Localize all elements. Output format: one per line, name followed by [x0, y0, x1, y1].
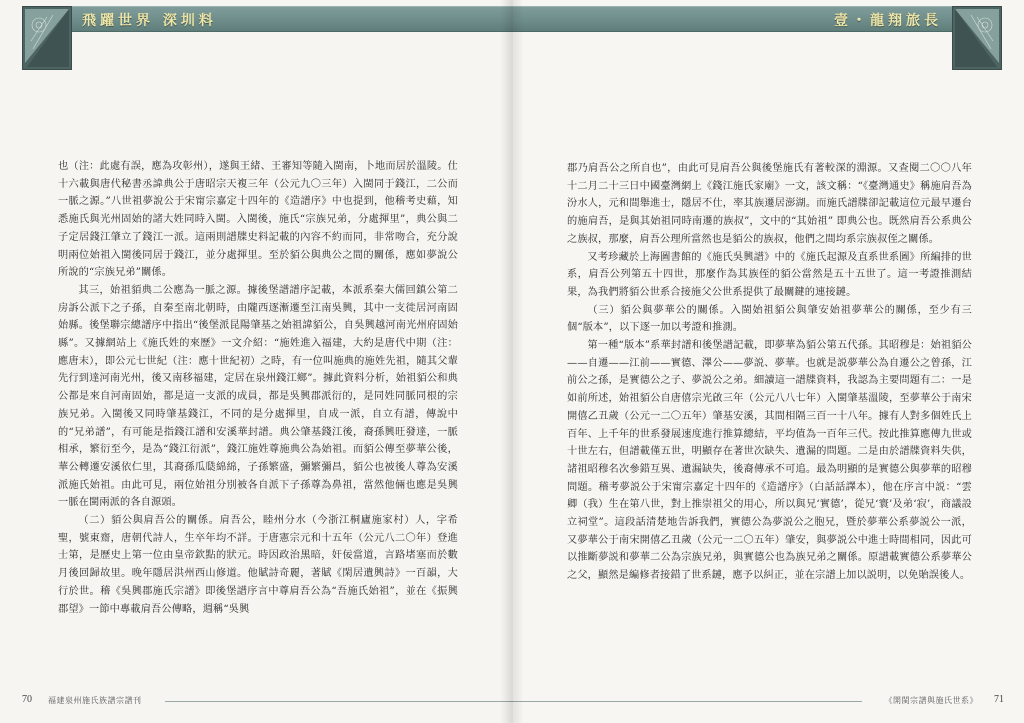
right-paragraph-3: （三）貊公與夢華公的關係。入閩始祖貊公與肇安始祖夢華公的關係，至少有三個“版本”，以下逐一加以考證和推測。 — [567, 304, 972, 334]
left-paragraph-3: （二）貊公與肩吾公的關係。肩吾公，睦州分水（今浙江桐廬施家村）人，字希聖，號東齋，唐朝代詩人，生卒年均不詳。于唐憲宗元和十五年（公元八二〇年）登進士第，是歷史上第一位由皇帝欽點的狀元。時因政治黑暗，奸佞當道，言路堵塞而於數月後回歸故里。晚年隱居洪州西山修道。他賦詩奇麗，著賦《閑居遺興詩》一百韻，大行於世。稽《吳興郡施氏宗譜》即後堡譜序言中尊肩吾公為“吾施氏始祖”，並在《振興郡望》一節中專載肩吾公傳略，週稱“吳興 — [58, 515, 458, 615]
right-paragraph-2: 又考珍藏於上海圖書館的《施氏吳興譜》中的《施氏起源及直系世系圖》所編排的世系，肩吾公列第五十四世，那麼作為其族侄的貊公當然是五十五世了。這一考證推測結果，為我們將貊公世系合接施父公世系提供了最關鍵的連接鏈。 — [567, 251, 972, 298]
right-page-number: 71 — [994, 694, 1004, 705]
left-corner-emblem-icon — [22, 6, 72, 70]
right-footer-rule — [512, 701, 862, 702]
right-header-title: 壹・龍翔旅長 — [834, 13, 942, 29]
right-paragraph-4: 第一種“版本”系華封譜和後堡譜記載，即夢華為貊公第五代孫。其昭穆是：始祖貊公——自遷——江前——實德、澤公——夢説、夢華。也就是説夢華公為自遷公之曾孫，江前公之孫，是實德公之子、夢説公之弟。細讀這一譜牒資料，我認為主要問題有二：一是如前所述，始祖貊公自唐僖宗光啟三年（公元八八七年）入閩肇基溫陵，至夢華公于南宋開僖乙丑歲（公元一二〇五年）肇基安溪，其間相隔三百一十八年。據有人對多個姓氏上百年、上千年的世系發展速度進行推算總結，平均值為一百年三代。按此推算應傳九世或十世左右，但譜載僅五世，明顯存在著世次缺失、遺漏的問題。二是由於譜牒資料失供，諸祖昭穆名次參錯互異、遺漏缺失，後裔傳承不可追。最為明顯的是實德公與夢華的昭穆問題。稽考夢説公于宋甯宗嘉定十四年的《造譜序》（白話話譯本），他在序言中説：“雲卿（我）生在第八世，對上推崇祖父的用心，所以與兄‘實德’，從兄‘寰’及弟‘寂’，商議設立祠堂”。這段話清楚地告訴我們，實德公為夢説公之胞兄，暨於夢華公系夢説公一派，又夢華公于南宋開僖乙丑歲（公元一二〇五年）肇安，與夢説公中進士時間相同，因此可以推斷夢説和夢華二公為宗族兄弟，與實德公也為族兄弟之關係。原譜載實德公系夢華公之父，顯然是編修者接錯了世系鏈，應予以糾正，並在宗譜上加以説明，以免貽誤後人。 — [567, 340, 972, 582]
left-footer-rule — [165, 701, 512, 702]
right-page — [512, 0, 1024, 723]
right-paragraph-1: 郡乃肩吾公之所自也”，由此可見肩吾公與後堡施氏有著較深的淵源。又查閱二〇〇八年十二月二十三日中國臺灣網上《錢江施氏家廟》一文，該文稱：“《臺灣通史》稱施肩吾為汾水人，元和間舉進士，隱居不仕，率其族遷居澎湖。而施氏譜牒卻記載這位元最早遷台的施肩吾，是與其始祖同時南遷的族叔”，文中的“其始祖” 即典公也。既然肩吾公系典公之族叔，那麼，肩吾公理所當然也是貊公的族叔，他們之間均系宗族叔侄之關係。 — [567, 163, 972, 245]
left-paragraph-2: 其三，始祖貊典二公應為一脈之源。據後堡譜譜序記載，本派系秦大儒回鎮公第二房訴公派下之子孫，自秦至南北朝時，由隴西逐漸遷至江南吳興，其中一支徙居河南固始縣。後堡聯宗總譜序中指出“後堡派昆陽肇基之始祖諱貊公，自吳興越河南光州府固始縣”。又據網站上《施氏姓的來歷》一文介紹：“施姓進入福建，大約是唐代中期（注：應唐末），即公元七世紀（注：應十世紀初）之時，有一位叫施典的施姓先祖，隨其父輩先行到達河南光州，後又南移福建，定居在泉州錢江鄉”。據此資料分析，始祖貊公和典公都是來自河南固始，都是這一支派的成員，都是吳興郡派衍的，是同姓同脈同根的宗族兄弟。入閩後又同時肇基錢江，不同的是分處揮里，自成一派，自立有譜，傳說中的“兄弟譜”，有可能是指錢江譜和安溪華封譜。典公肇基錢江後，裔孫興旺發達，一脈相承，繁衍至今，是為“錢江衍派”，錢江施姓尊施典公為始祖。而貊公傳至夢華公後，華公轉遷安溪依仁里，其裔孫瓜瓞綿綿，子孫繁盛，彌繁彌昌，貊公也被後人尊為安溪派施氏始祖。由此可見，兩位始祖分別被各自派下子孫尊為鼻祖，當然他倆也應是吳興一脈在閩兩派的各自源頭。 — [58, 284, 458, 509]
right-corner-emblem-icon — [952, 6, 1002, 70]
left-paragraph-1: 也（注：此處有誤，應為攻彰州），遂與王緒、王審知等隨入閩南，卜地而居於溫陵。仕十六載與唐代秘書丞諱典公于唐昭宗天複三年（公元九〇三年）入閩同于錢江，二公而一脈之源。”八世祖夢說公于宋甯宗嘉定十四年的《造譜序》中也提到，他稽考史藉，知悉施氏與光州固始的諸大姓同時入閩。入閩後，施氏“宗族兄弟，分處揮里”，典公與二子定居錢江肇立了錢江一派。這兩則譜牒史料記載的內容不約而同，非常吻合，充分說明兩位始祖入閩後同居于錢江，並分處揮里。至於貊公與典公之間的關係，應如夢說公所說的“宗族兄弟”關係。 — [58, 161, 458, 279]
right-header-band — [512, 6, 1002, 32]
left-header-band — [22, 6, 512, 32]
left-header-title: 飛躍世界 深圳料 — [82, 13, 217, 29]
left-body-text — [58, 158, 458, 618]
left-page-number: 70 — [22, 694, 32, 705]
right-footer-note: 《開閩宗譜與施氏世系》 — [884, 696, 978, 705]
left-footer-note: 福建泉州施氏族譜宗譜刊 — [48, 696, 142, 705]
right-body-text — [567, 160, 972, 585]
